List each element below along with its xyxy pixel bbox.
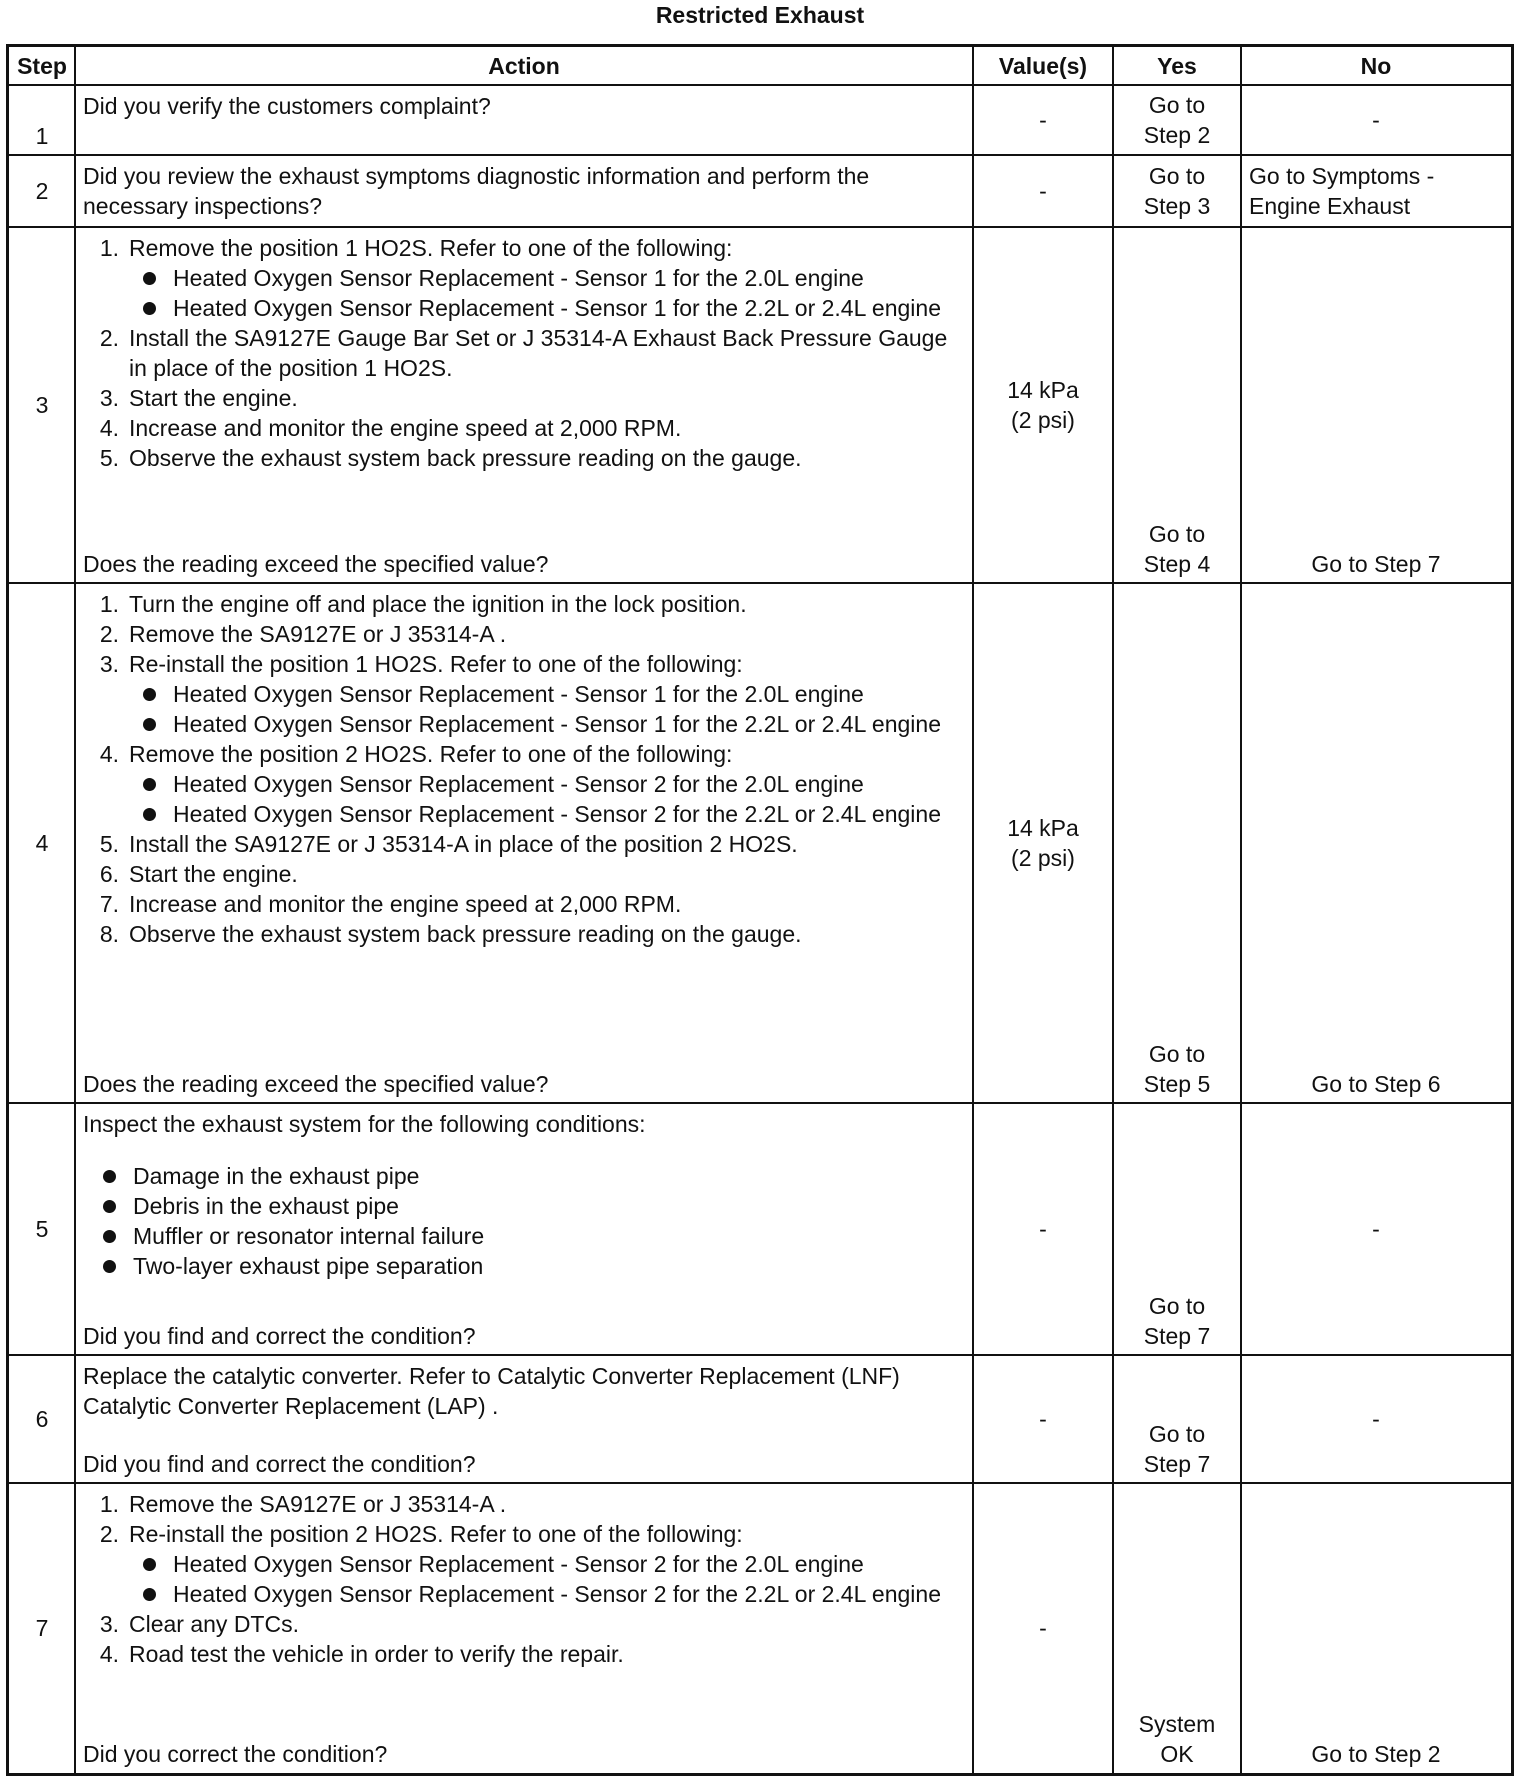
bullet-item: Heated Oxygen Sensor Replacement - Sensor 2 for the 2.0L engine [83,1549,965,1579]
value-cell: - [1039,107,1047,133]
step-number: 7 [35,1615,49,1641]
list-item: 5. Install the SA9127E or J 35314-A in place of the position 2 HO2S. [99,831,798,857]
list-item: 3. Start the engine. [99,385,298,411]
bullet-item: Heated Oxygen Sensor Replacement - Sensor 1 for the 2.2L or 2.4L engine [83,293,965,323]
column-divider [74,47,76,1773]
value-cell: - [1039,1406,1047,1432]
list-item: 4. Road test the vehicle in order to verify the repair. [99,1641,624,1667]
bullet-item: Heated Oxygen Sensor Replacement - Sensor 2 for the 2.0L engine [83,769,965,799]
action-cell [75,1103,973,1355]
no-cell: - [1372,1406,1380,1432]
list-item: 1. Turn the engine off and place the ignition in the lock position. [99,591,747,617]
bullet-item: Heated Oxygen Sensor Replacement - Sensor 1 for the 2.2L or 2.4L engine [83,709,965,739]
intro-text: Replace the catalytic converter. Refer to Catalytic Converter Replacement (LNF) Catalytic Converter Replacement (LAP) . [83,1363,900,1419]
yes-cell: Go to Step 7 [1143,1293,1211,1349]
list-item: 4. Increase and monitor the engine speed at 2,000 RPM. [99,415,682,441]
bullet-item: Heated Oxygen Sensor Replacement - Sensor 1 for the 2.0L engine [83,263,965,293]
step-number: 6 [35,1406,49,1432]
list-item: 7. Increase and monitor the engine speed at 2,000 RPM. [99,891,682,917]
header-no: No [1360,53,1392,79]
question-text: Did you correct the condition? [83,1741,388,1767]
row-divider [9,1102,1511,1104]
question-text: Does the reading exceed the specified value? [83,1071,549,1097]
bullet-item: Two-layer exhaust pipe separation [83,1251,965,1281]
no-cell: Go to Step 2 [1311,1741,1441,1767]
intro-text: Inspect the exhaust system for the following conditions: [83,1111,646,1137]
action-text: Did you verify the customers complaint? [83,93,491,119]
header-action: Action [488,53,560,79]
column-divider [1240,47,1242,1773]
yes-cell: Go to Step 7 [1143,1421,1211,1477]
no-cell: Go to Symptoms - Engine Exhaust [1249,163,1435,219]
list-item: 2. Re-install the position 2 HO2S. Refer to one of the following: [99,1521,743,1547]
header-yes: Yes [1157,53,1197,79]
question-text: Does the reading exceed the specified value? [83,551,549,577]
step-number: 5 [35,1216,49,1242]
list-item: 4. Remove the position 2 HO2S. Refer to one of the following: [99,741,733,767]
question-text: Did you find and correct the condition? [83,1451,476,1477]
value-cell: - [1039,1615,1047,1641]
value-cell: - [1039,1216,1047,1242]
value-cell: 14 kPa (2 psi) [1007,815,1079,871]
action-cell [75,85,973,155]
list-item: 6. Start the engine. [99,861,298,887]
question-text: Did you find and correct the condition? [83,1323,476,1349]
step-number: 2 [35,178,49,204]
yes-cell: Go to Step 2 [1143,92,1211,148]
list-item: 2. Install the SA9127E Gauge Bar Set or J 35314-A Exhaust Back Pressure Gauge in place of the position 1 HO2S. [99,325,948,381]
action-cell [75,155,973,227]
list-item: 3. Re-install the position 1 HO2S. Refer to one of the following: [99,651,743,677]
yes-cell: Go to Step 3 [1143,163,1211,219]
action-cell [75,227,973,583]
value-cell: 14 kPa (2 psi) [1007,377,1079,433]
header-values: Value(s) [998,53,1088,79]
yes-cell: System OK [1138,1711,1216,1767]
row-divider [9,582,1511,584]
page-title: Restricted Exhaust [655,2,865,28]
list-item: 3. Clear any DTCs. [99,1611,299,1637]
action-cell [75,1483,973,1773]
no-cell: Go to Step 7 [1311,551,1441,577]
no-cell: - [1372,107,1380,133]
bullet-item: Heated Oxygen Sensor Replacement - Sensor 2 for the 2.2L or 2.4L engine [83,1579,965,1609]
bullet-item: Debris in the exhaust pipe [83,1191,965,1221]
list-item: 8. Observe the exhaust system back pressure reading on the gauge. [99,921,802,947]
column-divider [972,47,974,1773]
action-cell [75,1355,973,1483]
row-divider [9,1354,1511,1356]
row-divider [9,226,1511,228]
list-item: 1. Remove the position 1 HO2S. Refer to one of the following: [99,235,733,261]
action-text: Did you review the exhaust symptoms diagnostic information and perform the necessary inspections? [83,163,870,219]
row-divider [9,84,1511,86]
bullet-item: Heated Oxygen Sensor Replacement - Sensor 1 for the 2.0L engine [83,679,965,709]
row-divider [9,154,1511,156]
action-cell [75,583,973,1103]
bullet-item: Damage in the exhaust pipe [83,1161,965,1191]
yes-cell: Go to Step 5 [1143,1041,1211,1097]
list-item: 2. Remove the SA9127E or J 35314-A . [99,621,507,647]
step-number: 3 [35,392,49,418]
list-item: 5. Observe the exhaust system back pressure reading on the gauge. [99,445,802,471]
row-divider [9,1482,1511,1484]
bullet-item: Heated Oxygen Sensor Replacement - Sensor 2 for the 2.2L or 2.4L engine [83,799,965,829]
restricted-exhaust-table [6,44,1514,1776]
no-cell: - [1372,1216,1380,1242]
column-divider [1112,47,1114,1773]
step-number: 4 [35,830,49,856]
value-cell: - [1039,178,1047,204]
no-cell: Go to Step 6 [1311,1071,1441,1097]
yes-cell: Go to Step 4 [1143,521,1211,577]
step-number: 1 [35,123,49,149]
list-item: 1. Remove the SA9127E or J 35314-A . [99,1491,507,1517]
header-step: Step [17,53,67,79]
bullet-item: Muffler or resonator internal failure [83,1221,965,1251]
